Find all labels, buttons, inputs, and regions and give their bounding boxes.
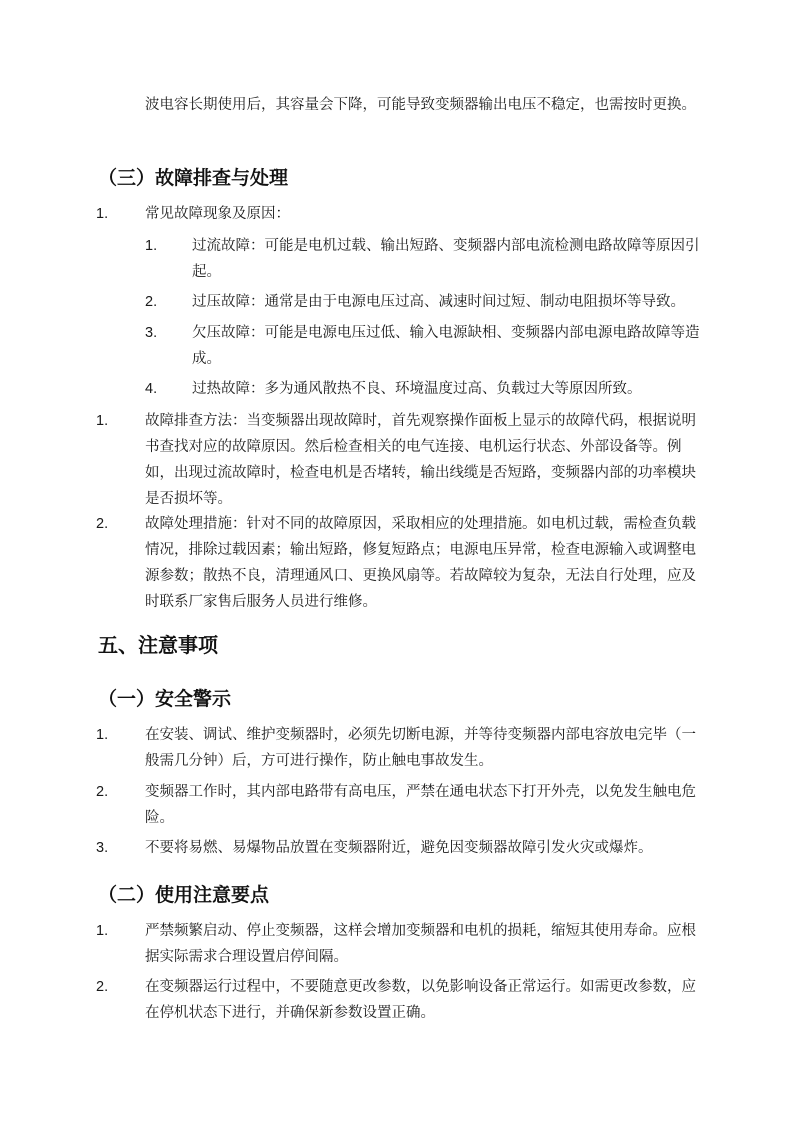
list-number: 4. [145,381,158,397]
list-number: 2. [96,516,109,532]
list-text: 常见故障现象及原因： [145,206,290,222]
list-number: 1. [96,727,109,743]
section-heading-troubleshooting: （三）故障排查与处理 [98,167,289,189]
list-text: 变频器工作时，其内部电路带有高电压，严禁在通电状态下打开外壳，以免发生触电危险。 [145,784,696,826]
list-number: 1. [96,923,109,939]
list-text: 在安装、调试、维护变频器时，必须先切断电源，并等待变频器内部电容放电完毕（一般需几分钟）后，方可进行操作，防止触电事故发生。 [145,727,696,769]
list-text: 欠压故障：可能是电源电压过低、输入电源缺相、变频器内部电源电路故障等造成。 [192,325,700,367]
list-text: 过流故障：可能是电机过载、输出短路、变频器内部电流检测电路故障等原因引起。 [192,238,700,280]
list-text: 故障处理措施：针对不同的故障原因，采取相应的处理措施。如电机过载，需检查负载情况，排除过载因素；输出短路，修复短路点；电源电压异常，检查电源输入或调整电源参数；散热不良，清理通风口、更换风扇等。若故障较为复杂，无法自行处理，应及时联系厂家售后服务人员进行维修。 [145,516,696,610]
list-text: 在变频器运行过程中，不要随意更改参数，以免影响设备正常运行。如需更改参数，应在停机状态下进行，并确保新参数设置正确。 [145,979,696,1021]
list-text: 过热故障：多为通风散热不良、环境温度过高、负载过大等原因所致。 [192,381,642,397]
list-text: 故障排查方法：当变频器出现故障时，首先观察操作面板上显示的故障代码，根据说明书查找对应的故障原因。然后检查相关的电气连接、电机运行状态、外部设备等。例如，出现过流故障时，检查电机是否堵转，输出线缆是否短路，变频器内部的功率模块是否损坏等。 [145,413,696,507]
list-number: 3. [145,325,158,341]
list-number: 1. [145,238,158,254]
list-number: 1. [96,413,109,429]
list-text: 过压故障：通常是由于电源电压过高、减速时间过短、制动电阻损坏等导致。 [192,294,685,310]
section-heading-safety: （一）安全警示 [98,688,232,710]
section-heading-usage: （二）使用注意要点 [98,884,270,906]
list-number: 1. [96,206,109,222]
list-number: 2. [145,294,158,310]
list-text: 不要将易燃、易爆物品放置在变频器附近，避免因变频器故障引发火灾或爆炸。 [145,840,653,856]
top-paragraph: 波电容长期使用后，其容量会下降，可能导致变频器输出电压不稳定，也需按时更换。 [145,97,696,113]
section-heading-notes: 五、注意事项 [98,633,218,657]
list-number: 2. [96,979,109,995]
list-text: 严禁频繁启动、停止变频器，这样会增加变频器和电机的损耗，缩短其使用寿命。应根据实际需求合理设置启停间隔。 [145,923,696,965]
list-number: 2. [96,784,109,800]
list-number: 3. [96,840,109,856]
